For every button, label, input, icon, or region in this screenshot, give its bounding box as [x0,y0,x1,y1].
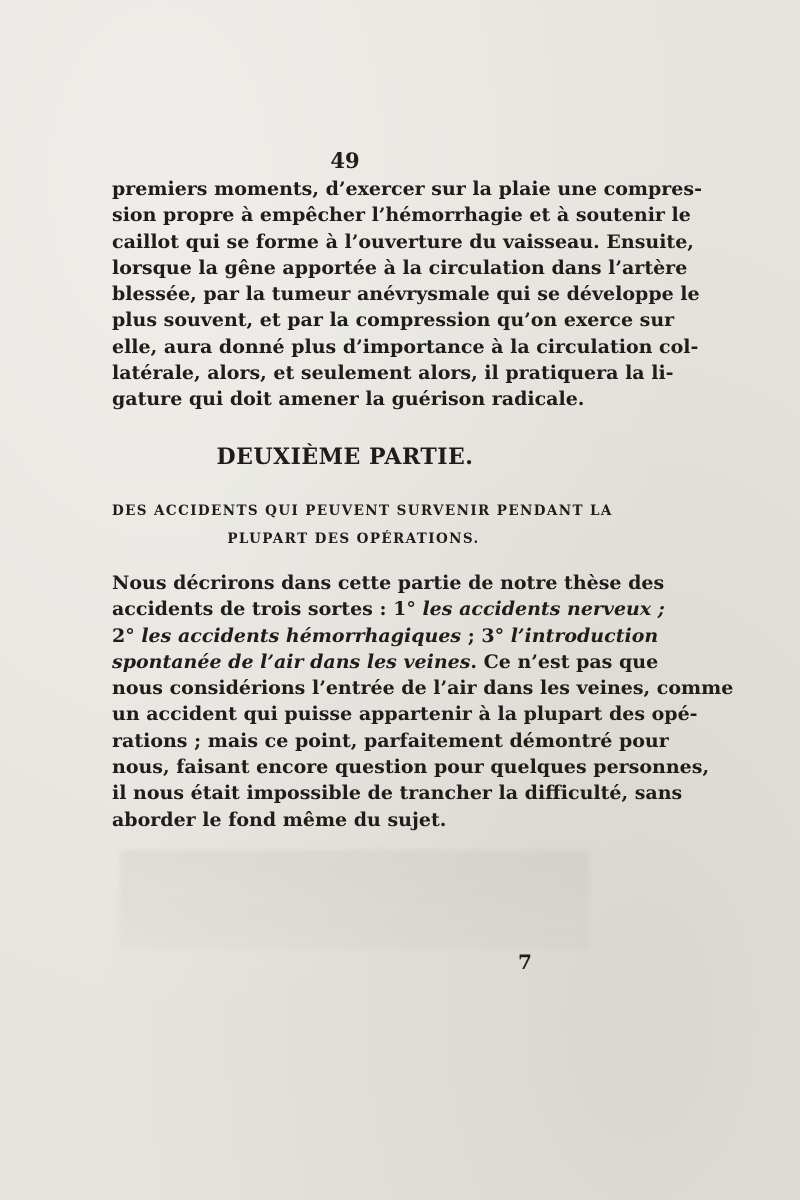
italic-run: spontanée de l’air dans les veines [112,650,471,673]
text-line: premiers moments, d’exercer sur la plaie une compres- [112,178,702,200]
paragraph-1 [112,176,702,413]
text-line: Nous décrirons dans cette partie de notre thèse des [112,572,665,594]
italic-run: les accidents hémorrhagiques [141,624,462,647]
text-line: nous considérions l’entrée de l’air dans les veines, comme [112,677,734,700]
paragraph-2 [112,570,734,833]
folio-signature: 7 [518,950,532,974]
text-line: un accident qui puisse appartenir à la plupart des opé- [112,703,698,726]
text-line: caillot qui se forme à l’ouverture du vaisseau. Ensuite, [112,230,694,253]
section-subheading [112,497,613,553]
text-run: 2° [112,624,142,647]
text-run: ; 3° [461,624,511,647]
text-line [112,649,659,675]
page-number: 49 [330,148,360,173]
subheading-line-1: DES ACCIDENTS QUI PEUVENT SURVENIR PENDANT LA [112,503,613,519]
text-line: sion propre à empêcher l’hémorrhagie et à soutenir le [112,204,691,227]
section-heading: DEUXIÈME PARTIE. [216,444,474,470]
italic-run: l’introduction [510,624,659,647]
text-line: lorsque la gêne apportée à la circulation dans l’artère [112,256,688,279]
text-line: latérale, alors, et seulement alors, il pratiquera la li- [112,362,674,385]
italic-run: les accidents nerveux ; [422,598,665,621]
text-line: elle, aura donné plus d’importance à la circulation col- [112,335,699,358]
text-line [112,596,665,622]
text-run: . Ce n’est pas que [470,650,659,673]
text-line: blessée, par la tumeur anévrysmale qui se développe le [112,283,700,306]
subheading-line-2: PLUPART DES OPÉRATIONS. [227,531,480,547]
text-line: plus souvent, et par la compression qu’on exerce sur [112,309,675,332]
text-line [112,623,659,649]
text-run: accidents de trois sortes : 1° [112,598,423,621]
text-line: rations ; mais ce point, parfaitement démontré pour [112,729,669,752]
text-line: il nous était impossible de trancher la difficulté, sans [112,782,683,805]
show-through-shadow [120,850,590,950]
text-line: aborder le fond même du sujet. [112,808,447,831]
text-line: gature qui doit amener la guérison radicale. [112,388,585,411]
text-line: nous, faisant encore question pour quelques personnes, [112,756,710,779]
